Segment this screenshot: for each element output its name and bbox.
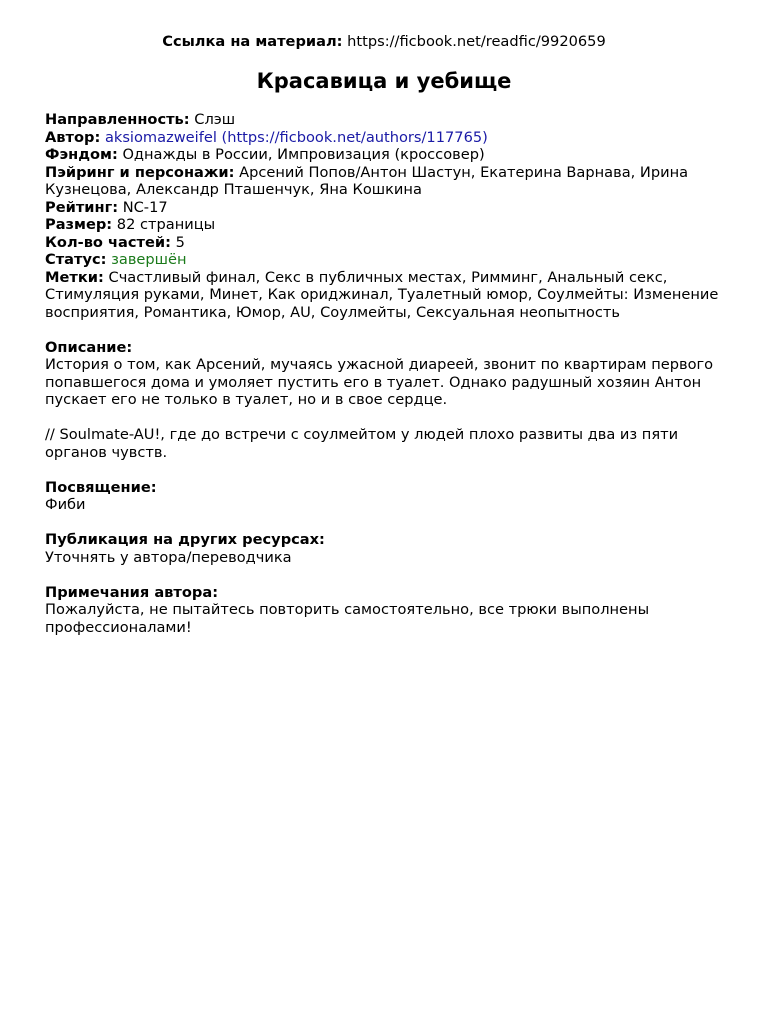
dedication-title: Посвящение:: [45, 478, 157, 496]
publication-section: [45, 531, 730, 566]
meta-parts-value: 5: [175, 233, 185, 251]
meta-direction-value: Слэш: [194, 111, 236, 128]
author-notes-title: Примечания автора:: [45, 583, 219, 601]
meta-parts: [45, 234, 730, 252]
author-notes-text: Пожалуйста, не пытайтесь повторить самостоятельно, все трюки выполнены профессионалами!: [45, 601, 650, 636]
meta-direction: [45, 111, 730, 129]
meta-rating-label: Рейтинг:: [45, 198, 119, 216]
meta-tags-value: Счастливый финал, Секс в публичных местах, Римминг, Анальный секс, Стимуляция руками, Минет, Как ориджинал, Туалетный юмор, Соулмейты: Изменение восприятия, Романтика, Юмор, AU, Соулмейты, Сексуальная неопытность: [45, 268, 719, 321]
publication-title: Публикация на других ресурсах:: [45, 531, 325, 548]
description-paragraph: // Soulmate-AU!, где до встречи с соулмейтом у людей плохо развиты два из пяти органов чувств.: [45, 426, 679, 461]
publication-text: Уточнять у автора/переводчика: [45, 548, 292, 566]
meta-direction-label: Направленность:: [45, 111, 190, 128]
meta-pairing-label: Пэйринг и персонажи:: [45, 163, 235, 181]
author-link[interactable]: aksiomazweifel (https://ficbook.net/authors/117765): [104, 128, 488, 146]
meta-tags-label: Метки:: [45, 268, 104, 286]
meta-tags: [45, 269, 730, 322]
meta-pairing: [45, 164, 730, 199]
meta-status-label: Статус:: [45, 251, 107, 268]
dedication-text: Фиби: [45, 496, 86, 513]
source-link-line: [0, 33, 768, 51]
description-title: Описание:: [45, 338, 133, 356]
source-url[interactable]: https://ficbook.net/readfic/9920659: [347, 33, 606, 50]
meta-size-value: 82 страницы: [116, 216, 216, 233]
meta-fandom: [45, 146, 730, 164]
meta-author-label: Автор:: [45, 128, 101, 146]
meta-fandom-label: Фэндом:: [45, 146, 118, 163]
meta-rating: [45, 199, 730, 217]
fic-header-content: [45, 111, 730, 636]
meta-size-label: Размер:: [45, 216, 113, 233]
meta-parts-label: Кол-во частей:: [45, 233, 171, 251]
dedication-section: [45, 479, 730, 514]
description-paragraph: История о том, как Арсений, мучаясь ужасной диареей, звонит по квартирам первого попавшегося дома и умоляет пустить его в туалет. Однако радушный хозяин Антон пускает его не только в туалет, но и в свое сердце.: [45, 356, 714, 408]
description-section: [45, 339, 730, 462]
meta-rating-value: NC-17: [122, 198, 168, 216]
meta-status: [45, 251, 730, 269]
source-label: Ссылка на материал:: [162, 33, 343, 50]
meta-fandom-value: Однажды в России, Импровизация (кроссовер): [122, 146, 485, 163]
page-title: Красавица и уебище: [256, 69, 512, 93]
meta-author: [45, 129, 730, 147]
meta-size: [45, 216, 730, 234]
author-notes-section: [45, 584, 730, 637]
status-badge: завершён: [111, 251, 187, 268]
meta-pairing-value: Арсений Попов/Антон Шастун, Екатерина Варнава, Ирина Кузнецова, Александр Пташенчук, Яна Кошкина: [45, 163, 689, 198]
